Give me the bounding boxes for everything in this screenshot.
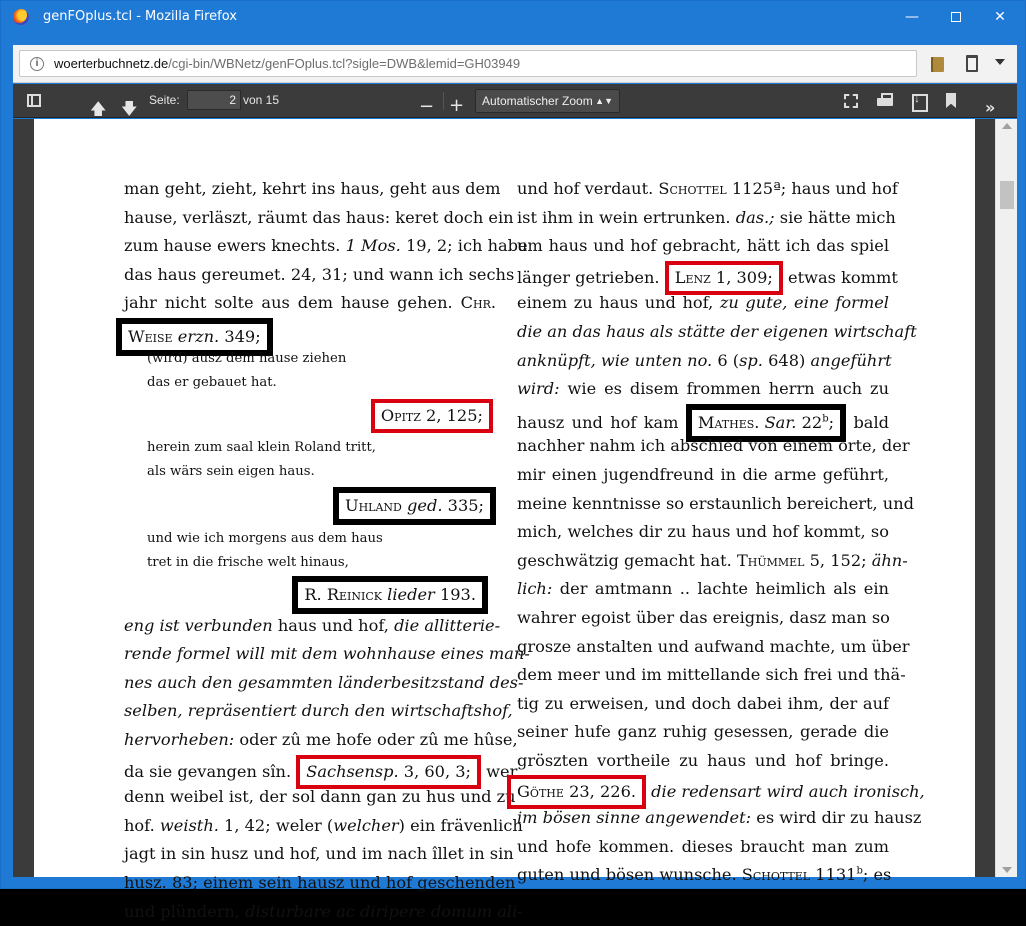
text-line: das haus gereumet. 24, 31; und wann ich sechs xyxy=(124,261,496,290)
print-icon[interactable] xyxy=(877,93,893,109)
maximize-icon xyxy=(951,12,961,22)
url-bar[interactable] xyxy=(19,50,917,77)
presentation-mode-icon[interactable] xyxy=(844,94,858,108)
text-line: meine kenntnisse so erstaunlich bereichert, und xyxy=(517,490,889,519)
download-icon[interactable] xyxy=(910,93,926,109)
text-line: ist ihm in wein ertrunken. das.; sie hätte mich xyxy=(517,204,889,233)
text-line: dem meer und im mittellande sich frei und thä- xyxy=(517,661,889,690)
left-column xyxy=(124,175,496,926)
zoom-separator xyxy=(443,92,444,110)
citation-opitz[interactable]: Opitz 2, 125; xyxy=(371,399,493,433)
text-line: husz. 83; einem sein hausz und hof geschenden xyxy=(124,869,496,898)
text-line: rende formel will mit dem wohnhause eines man- xyxy=(124,640,496,669)
text-line: hausz und hof kam Mathes. Sar. 22$^b$; bald xyxy=(517,404,889,433)
bookmark-icon[interactable] xyxy=(946,93,956,108)
scroll-up-icon[interactable] xyxy=(1002,123,1012,129)
menu-dropdown-icon[interactable] xyxy=(995,59,1005,65)
text-line: eng ist verbunden haus und hof, die allitterie- xyxy=(124,612,496,641)
text-line: denn weibel ist, der sol dann gan zu hus und zu xyxy=(124,783,496,812)
text-line: zum hause ewers knechts. 1 Mos. 19, 2; ich habe xyxy=(124,232,496,261)
text-line: tig zu erweisen, und doch dabei ihm, der auf xyxy=(517,690,889,719)
text-line: und plündern, disturbare ac diripere domum ali- xyxy=(124,898,496,926)
text-line: hof. weisth. 1, 42; weler (welcher) ein frävenlich xyxy=(124,812,496,841)
citation-goethe[interactable]: Göthe 23, 226. xyxy=(507,775,646,809)
window-title: genFOplus.tcl - Mozilla Firefox xyxy=(43,9,237,24)
scroll-thumb[interactable] xyxy=(1000,181,1014,209)
zoom-select[interactable] xyxy=(475,89,620,113)
text-line: anknüpft, wie unten no. 6 (sp. 648) angeführt xyxy=(517,347,889,376)
text-line: seiner hufe ganz ruhig gesessen, gerade die xyxy=(517,718,889,747)
text-line: gröszten vortheile zu haus und hof bringe. xyxy=(517,747,889,776)
quote-line: herein zum saal klein Roland tritt, xyxy=(124,436,496,461)
quote-line: und wie ich morgens aus dem haus xyxy=(124,527,496,552)
text-line: guten und bösen wunsche. Schottel 1131$^b$; es xyxy=(517,861,889,890)
minimize-button[interactable]: — xyxy=(889,1,935,33)
quote-line: das er gebauet hat. xyxy=(124,371,496,396)
text-line xyxy=(124,396,496,436)
citation-mathesius[interactable]: Mathes. Sar. 22$^b$; xyxy=(686,404,846,442)
text-line: im bösen sinne angewendet: es wird dir zu hausz xyxy=(517,804,889,833)
quote-line: tret in die frische welt hinaus, xyxy=(124,551,496,576)
text-line: Göthe 23, 226. die redensart wird auch ironisch, xyxy=(507,775,889,804)
text-line: und hof verdaut. Schottel 1125ª; haus und hof xyxy=(517,175,889,204)
quote-line: (wird) ausz dem hause ziehen xyxy=(124,347,496,372)
close-button[interactable]: ✕ xyxy=(977,1,1023,33)
site-info-icon[interactable]: i xyxy=(30,57,44,71)
text-line: wird: wie es disem frommen herrn auch zu xyxy=(517,375,889,404)
pdf-page xyxy=(34,119,975,877)
next-page-icon[interactable]: 🡇 xyxy=(121,92,137,126)
text-line: selben, repräsentiert durch den wirtschaftshof, xyxy=(124,697,496,726)
text-line: die an das haus als stätte der eigenen wirtschaft xyxy=(517,318,889,347)
text-line: einem zu haus und hof, zu gute, eine formel xyxy=(517,289,889,318)
text-line: wahrer egoist über das ereignis, dasz man so xyxy=(517,604,889,633)
text-line: und hofe kommen. dieses braucht man zum xyxy=(517,833,889,862)
vertical-scrollbar[interactable] xyxy=(995,119,1017,877)
text-line: geschwätzig gemacht hat. Thümmel 5, 152; ähn- xyxy=(517,547,889,576)
text-line xyxy=(116,318,496,347)
page-number-input[interactable]: 2 xyxy=(187,90,241,110)
firefox-logo-icon xyxy=(13,9,29,25)
citation-weise[interactable]: Weise erzn. 349; xyxy=(116,318,273,356)
text-line: man geht, zieht, kehrt ins haus, geht aus dem xyxy=(124,175,496,204)
text-line: jagt in sin husz und hof, und im nach îllet in sin xyxy=(124,840,496,869)
sidebar-toggle-icon[interactable] xyxy=(27,94,41,107)
previous-page-icon[interactable]: 🡅 xyxy=(90,92,106,126)
text-line: hause, verläszt, räumt das haus: keret doch ein xyxy=(124,204,496,233)
pdf-viewer xyxy=(13,119,1017,877)
text-line: lich: der amtmann .. lachte heimlich als ein xyxy=(517,575,889,604)
citation-sachsenspiegel[interactable]: Sachsensp. 3, 60, 3; xyxy=(296,755,481,789)
navigation-bar xyxy=(13,45,1017,83)
scroll-down-icon[interactable] xyxy=(1002,867,1012,873)
maximize-button[interactable] xyxy=(933,1,979,33)
zoom-select-value: Automatischer Zoom xyxy=(482,94,593,108)
right-column xyxy=(517,175,889,890)
citation-lenz[interactable]: Lenz 1, 309; xyxy=(665,261,783,295)
library-icon[interactable] xyxy=(931,57,944,72)
tools-menu-icon[interactable]: » xyxy=(985,91,995,125)
trash-icon[interactable] xyxy=(966,55,978,72)
text-line xyxy=(124,485,496,527)
text-line: um haus und hof gebracht, hätt ich das spiel xyxy=(517,232,889,261)
zoom-in-button[interactable]: + xyxy=(449,89,464,123)
text-line: länger getrieben. Lenz 1, 309; etwas kommt xyxy=(517,261,889,290)
text-line xyxy=(124,576,496,612)
text-line: mich, welches dir zu haus und hof kommt, so xyxy=(517,518,889,547)
quote-line: als wärs sein eigen haus. xyxy=(124,460,496,485)
title-bar xyxy=(1,1,1025,33)
text-line: grosze anstalten und aufwand machte, um über xyxy=(517,633,889,662)
citation-reinick[interactable]: R. Reinick lieder 193. xyxy=(292,576,488,614)
text-line: da sie gevangen sîn. Sachsensp. 3, 60, 3; wer xyxy=(124,755,496,784)
zoom-out-button[interactable]: − xyxy=(419,90,434,124)
text-line: nes auch den gesammten länderbesitzstand des- xyxy=(124,669,496,698)
text-line: hervorheben: oder zû me hofe oder zû me hûse, xyxy=(124,726,496,755)
citation-uhland[interactable]: Uhland ged. 335; xyxy=(333,487,496,525)
page-total: von 15 xyxy=(243,93,279,107)
text-line: mir einen jugendfreund in die arme geführt, xyxy=(517,461,889,490)
pdf-toolbar xyxy=(13,84,1017,118)
text-line: jahr nicht solte aus dem hause gehen. Chr. xyxy=(124,289,496,318)
page-label: Seite: xyxy=(149,93,180,107)
text-line: nachher nahm ich abschied von einem orte, der xyxy=(517,432,889,461)
url-text[interactable]: woerterbuchnetz.de/cgi-bin/WBNetz/genFOplus.tcl?sigle=DWB&lemid=GH03949 xyxy=(54,56,520,71)
zoom-caret-icon: ▲▼ xyxy=(595,90,613,112)
